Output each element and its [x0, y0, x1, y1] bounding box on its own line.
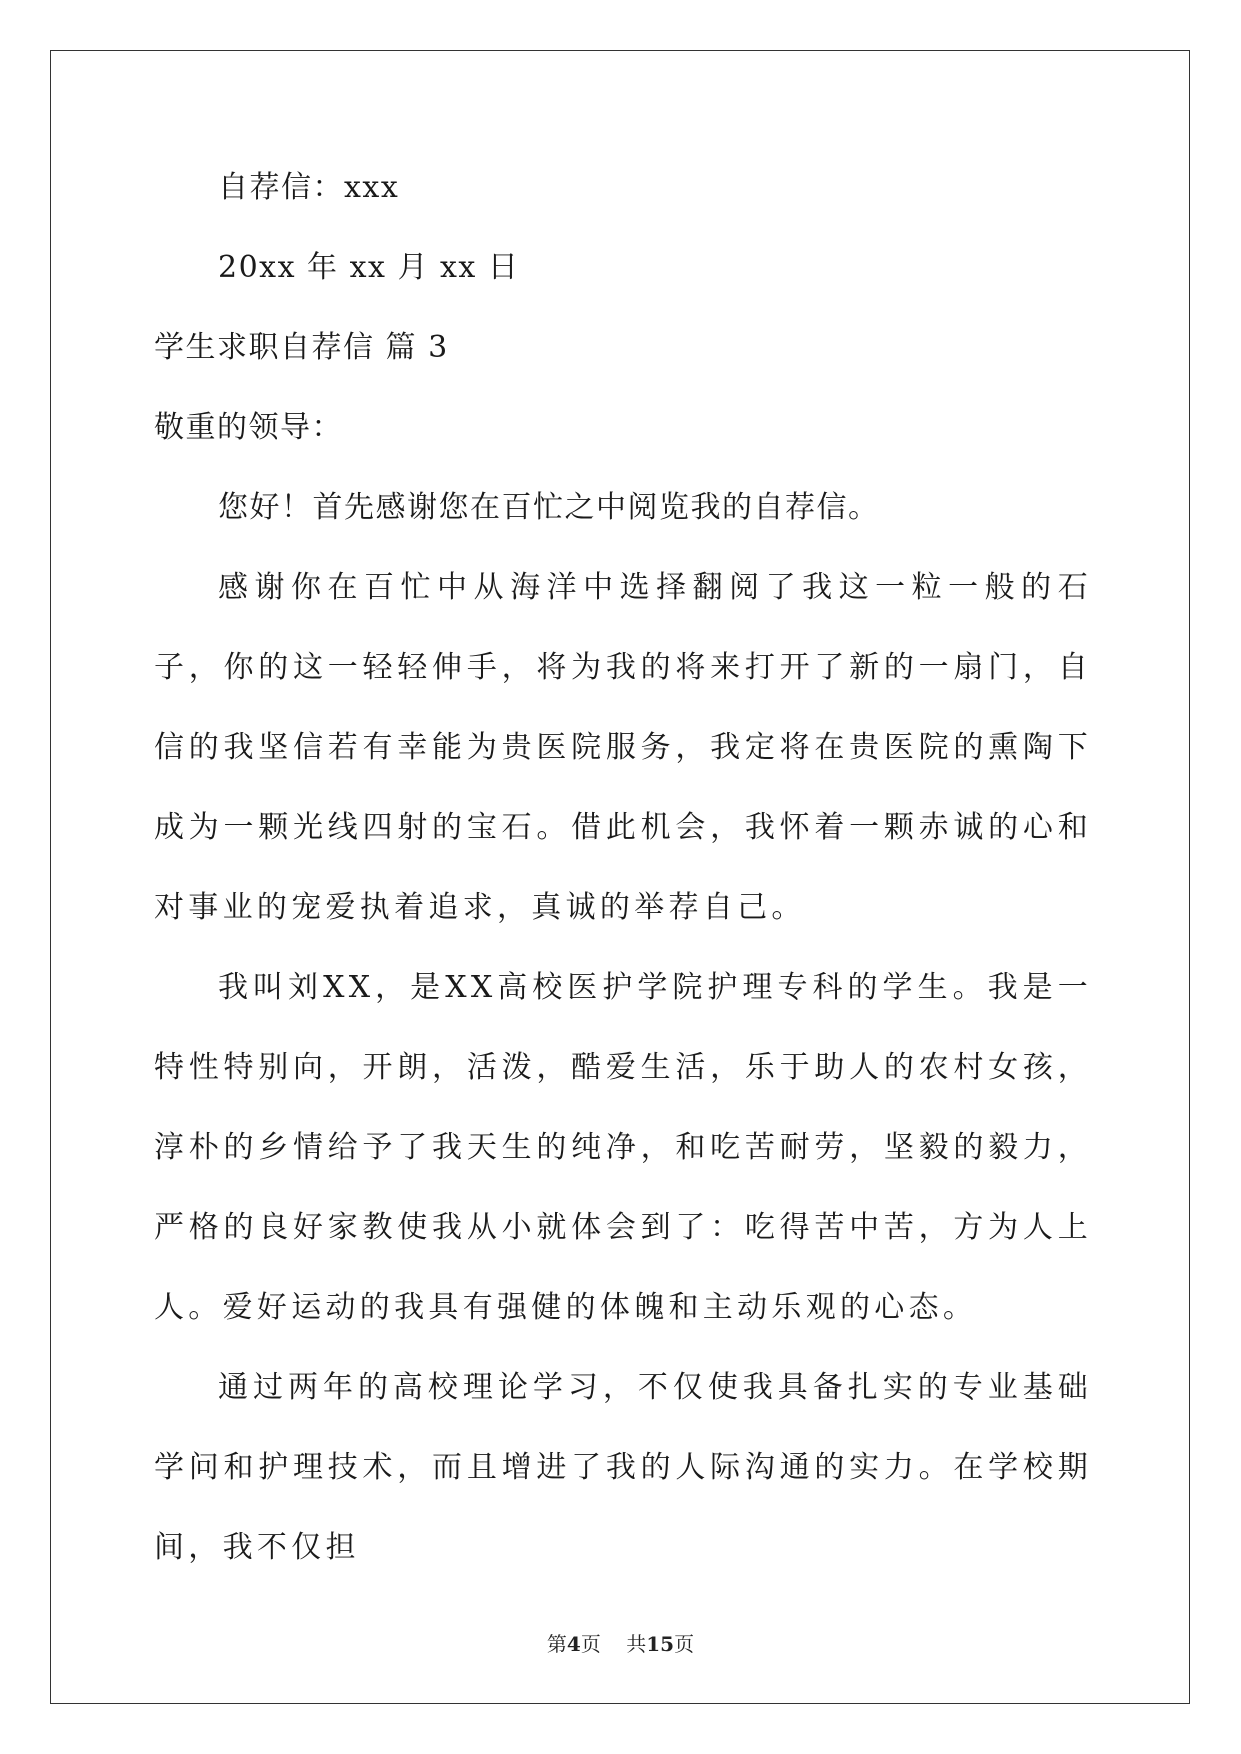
- footer-total-suffix: 页: [674, 1632, 695, 1656]
- salutation: 敬重的领导：: [154, 410, 343, 445]
- footer-page-suffix: 页: [580, 1632, 601, 1656]
- footer-page-number: 4: [566, 1632, 581, 1656]
- footer-total-prefix: 共: [626, 1632, 647, 1656]
- greeting-line: 您好！首先感谢您在百忙之中阅览我的自荐信。: [218, 490, 880, 525]
- document-body: [154, 148, 1092, 1588]
- paragraph-thanks: 感谢你在百忙中从海洋中选择翻阅了我这一粒一般的石子，你的这一轻轻伸手，将为我的将来打开了新的一扇门，自信的我坚信若有幸能为贵医院服务，我定将在贵医院的熏陶下成为一颗光线四射的宝石。借此机会，我怀着一颗赤诚的心和对事业的宠爱执着追求，真诚的举荐自己。: [154, 570, 1092, 925]
- date-line: 20xx 年 xx 月 xx 日: [218, 250, 520, 285]
- footer-prefix: 第: [546, 1632, 567, 1656]
- paragraph-introduction: 我叫刘XX，是XX高校医护学院护理专科的学生。我是一特性特别向，开朗，活泼，酷爱生活，乐于助人的农村女孩，淳朴的乡情给予了我天生的纯净，和吃苦耐劳，坚毅的毅力，严格的良好家教使我从小就体会到了：吃得苦中苦，方为人上人。爱好运动的我具有强健的体魄和主动乐观的心态。: [154, 970, 1092, 1325]
- signature-line: 自荐信：xxx: [218, 170, 400, 205]
- footer-total-pages: 15: [646, 1632, 675, 1656]
- page-footer: [0, 1628, 1241, 1657]
- section-title: 学生求职自荐信 篇 3: [154, 330, 449, 365]
- paragraph-study: 通过两年的高校理论学习，不仅使我具备扎实的专业基础学问和护理技术，而且增进了我的人际沟通的实力。在学校期间，我不仅担: [154, 1370, 1092, 1565]
